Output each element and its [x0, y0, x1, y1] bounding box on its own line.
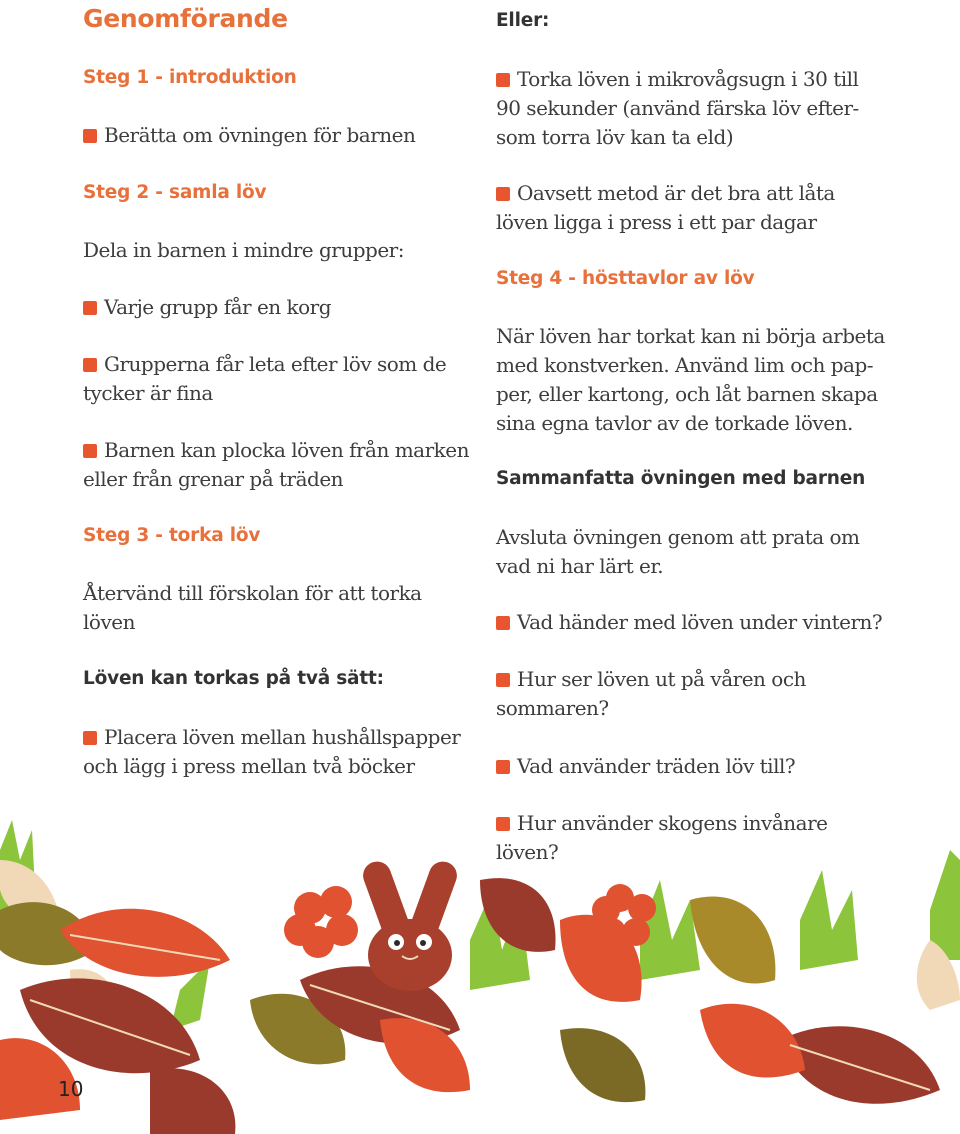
bullet-square-icon: [83, 725, 104, 749]
rabbit-icon: [359, 858, 461, 991]
bullet-square-icon: [496, 67, 517, 91]
bullet-square-icon: [83, 295, 104, 319]
bullet-square-icon: [83, 352, 104, 376]
bullet-square-icon: [496, 667, 517, 691]
summary-paragraph: Avsluta övningen genom att prata om vad ni har lärt er.: [496, 525, 860, 578]
step4-heading: Steg 4 - hösttavlor av löv: [496, 268, 755, 289]
step2-intro: Dela in barnen i mindre grupper:: [83, 238, 404, 262]
or-heading: Eller:: [496, 10, 550, 31]
right-bullet-2: Oavsett metod är det bra att låta löven ligga i press i ett par dagar: [496, 181, 835, 234]
step4-paragraph: När löven har torkat kan ni börja arbeta med konstverken. Använd lim och pap- per, eller kartong, och låt barnen skapa sina egna tavlor av de torkade löven.: [496, 324, 885, 435]
autumn-leaves-illustration: [0, 790, 960, 1134]
bullet-square-icon: [496, 181, 517, 205]
bullet-square-icon: [496, 754, 517, 778]
step1-bullet: Berätta om övningen för barnen: [83, 121, 483, 150]
bullet-square-icon: [83, 123, 104, 147]
bullet-square-icon: [496, 610, 517, 634]
step2-bullet-3: Barnen kan plocka löven från marken eller från grenar på träden: [83, 438, 469, 491]
step2-bullet-1: Varje grupp får en korg: [83, 293, 483, 322]
question-1: Vad händer med löven under vintern?: [496, 608, 960, 637]
step3-bullet-1: Placera löven mellan hushållspapper och lägg i press mellan två böcker: [83, 725, 461, 778]
summary-heading: Sammanfatta övningen med barnen: [496, 468, 866, 489]
question-2: Hur ser löven ut på våren och sommaren?: [496, 667, 806, 720]
step2-heading: Steg 2 - samla löv: [83, 182, 267, 203]
page-title: Genomförande: [83, 4, 288, 33]
page-number: 10: [58, 1077, 84, 1101]
step3-subheading: Löven kan torkas på två sätt:: [83, 668, 384, 689]
right-bullet-1: Torka löven i mikrovågsugn i 30 till 90 sekunder (använd färska löv efter- som torra löv kan ta eld): [496, 67, 859, 149]
step1-heading: Steg 1 - introduktion: [83, 67, 297, 88]
step3-paragraph: Återvänd till förskolan för att torka löven: [83, 581, 422, 634]
step2-bullet-2: Grupperna får leta efter löv som de tycker är fina: [83, 352, 447, 405]
question-4: Hur använder skogens invånare löven?: [496, 811, 828, 864]
question-3: Vad använder träden löv till?: [496, 752, 960, 781]
bullet-square-icon: [83, 438, 104, 462]
step3-heading: Steg 3 - torka löv: [83, 525, 261, 546]
